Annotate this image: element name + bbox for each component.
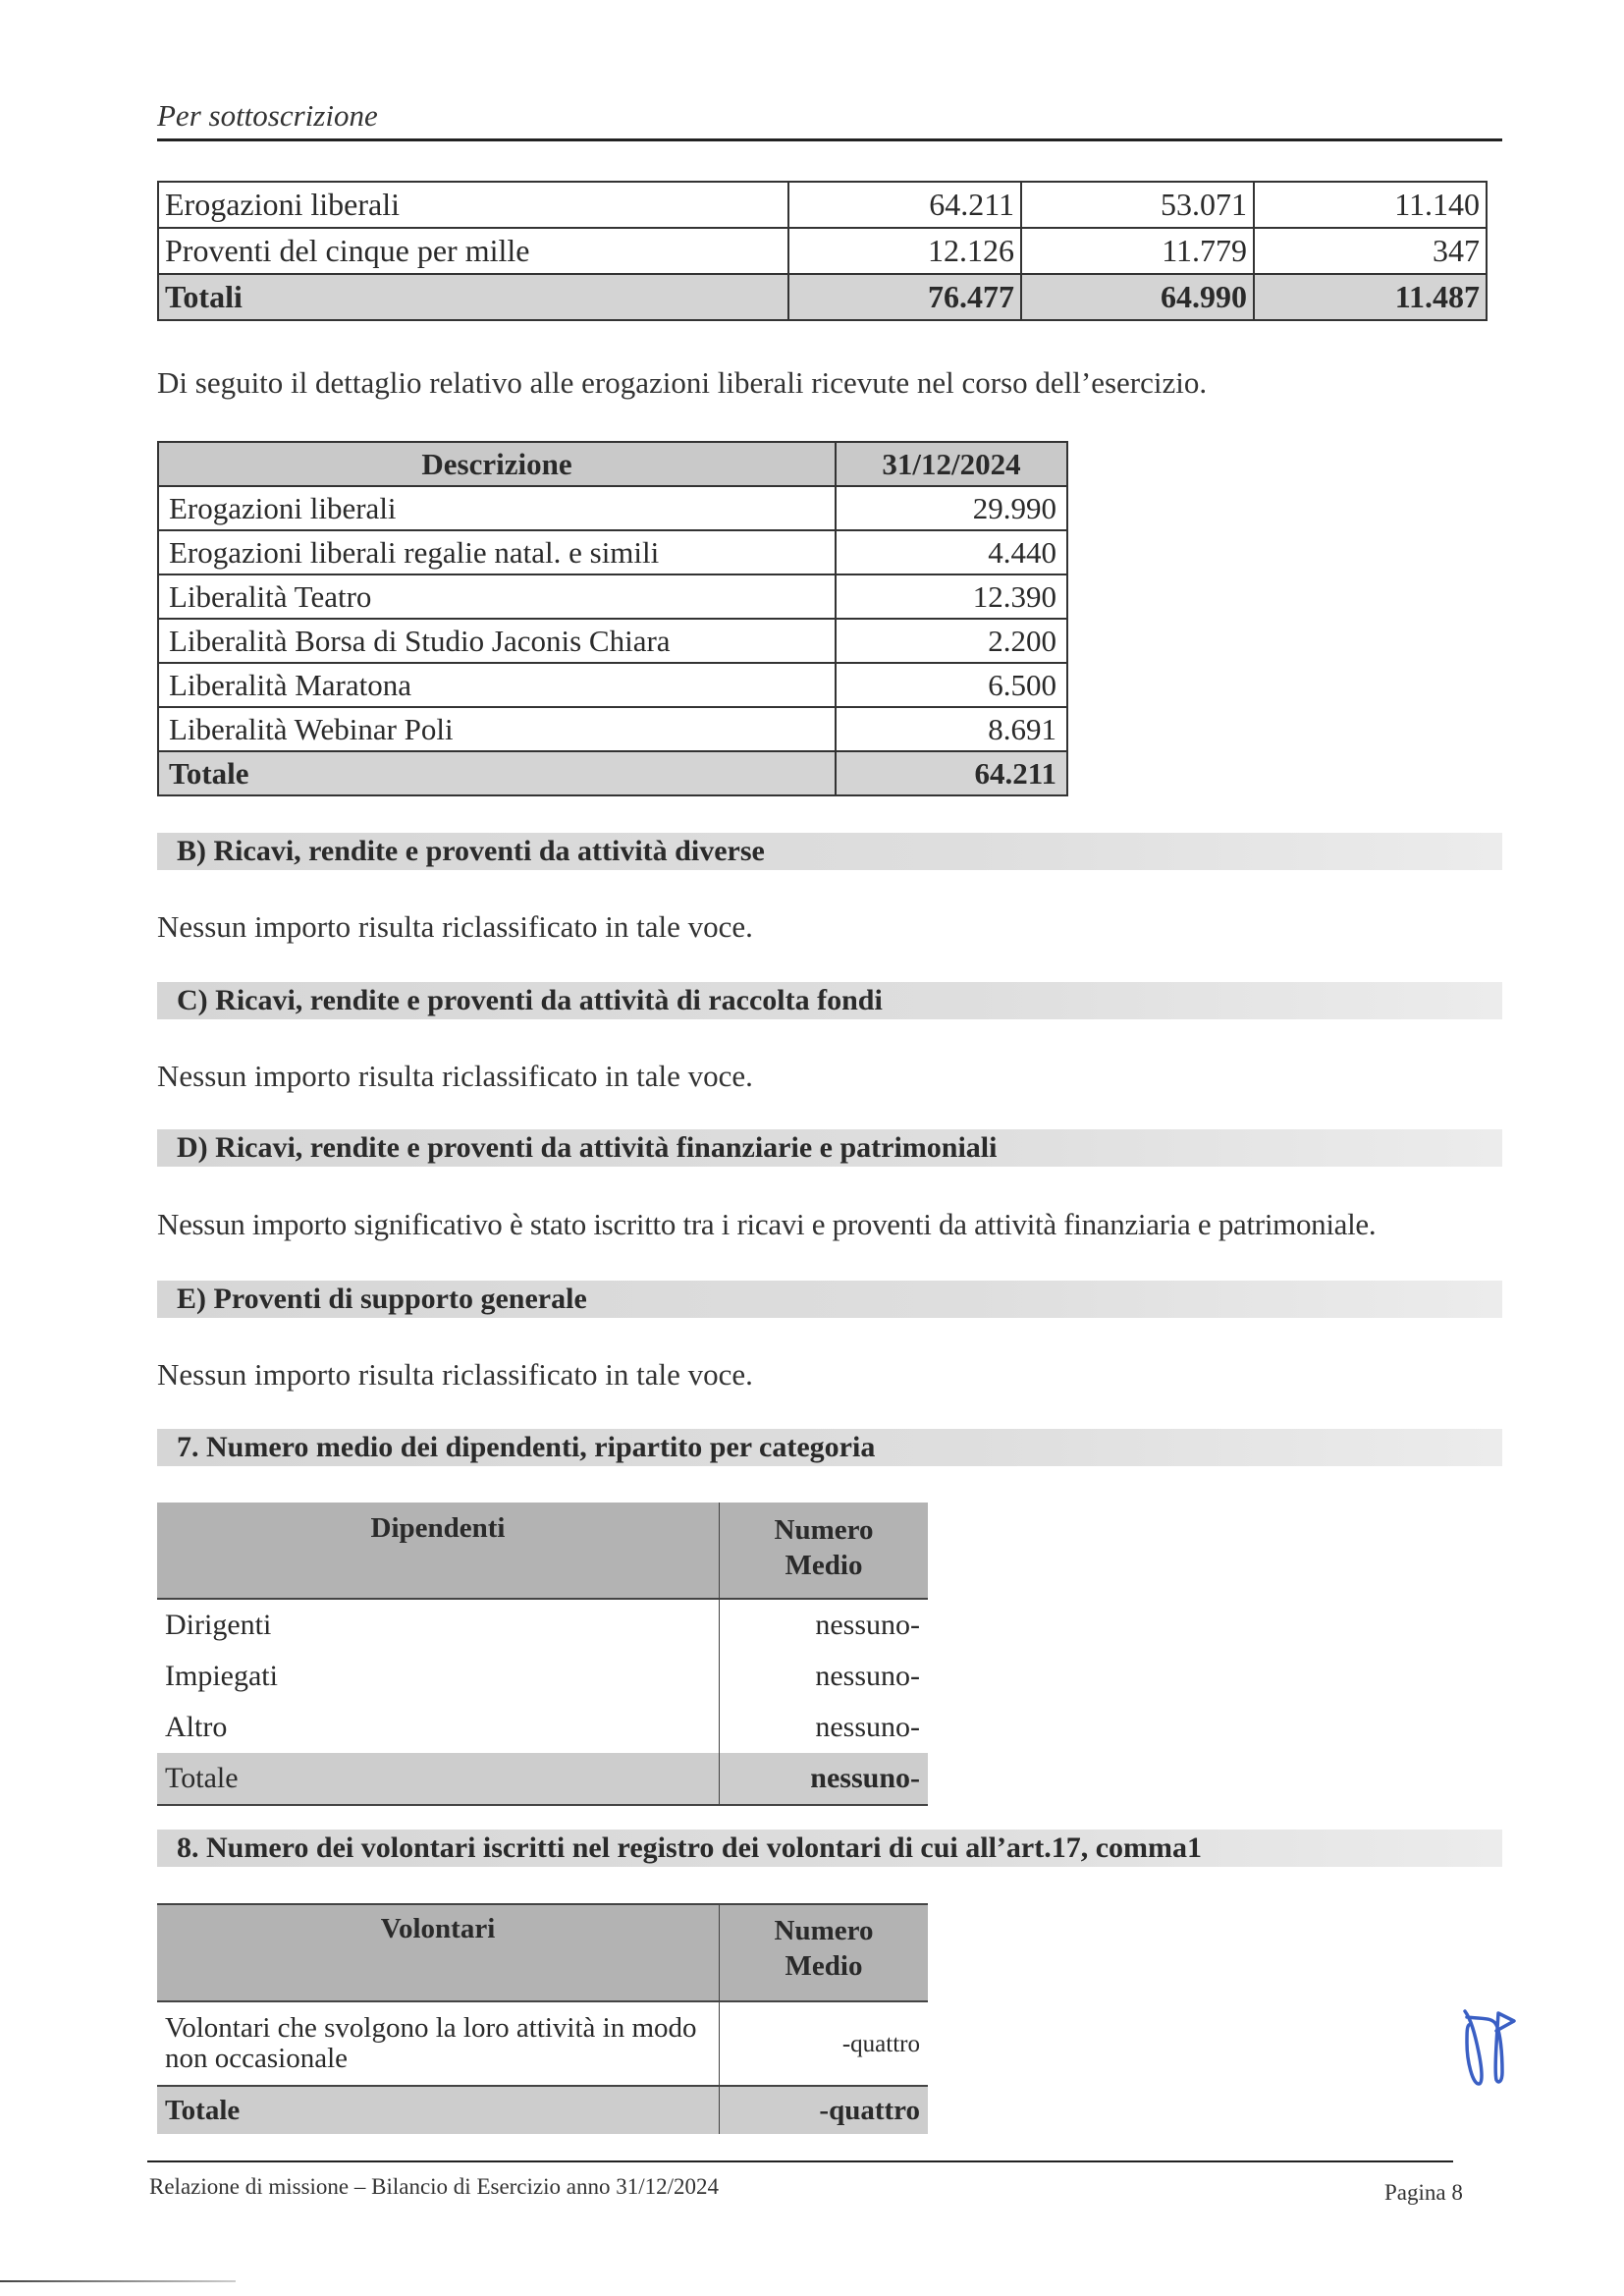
column-header-date: 31/12/2024 [836, 442, 1067, 486]
value-cell: 6.500 [836, 663, 1067, 707]
table-row [157, 1702, 928, 1753]
total-row [157, 2086, 928, 2134]
row-label: Liberalità Teatro [158, 574, 836, 619]
column-header-number [720, 1503, 929, 1599]
section-title: D) Ricavi, rendite e proventi da attività finanziarie e patrimoniali [177, 1131, 998, 1164]
footer-document-title: Relazione di missione – Bilancio di Esercizio anno 31/12/2024 [149, 2174, 719, 2199]
value-cell: 29.990 [836, 486, 1067, 530]
donations-table [157, 441, 1068, 796]
total-row [157, 1753, 928, 1805]
column-header-category: Volontari [157, 1904, 720, 2001]
table-row [158, 663, 1067, 707]
table-header-row [158, 442, 1067, 486]
table-row [158, 619, 1067, 663]
section-header-7 [157, 1429, 1502, 1466]
row-label: Erogazioni liberali [158, 486, 836, 530]
total-label: Totale [157, 2086, 720, 2134]
value-cell: nessuno- [720, 1599, 929, 1651]
column-header-category: Dipendenti [157, 1503, 720, 1599]
total-value: 64.211 [836, 751, 1067, 795]
value-cell: nessuno- [720, 1651, 929, 1702]
employees-table [157, 1503, 928, 1806]
row-label: Volontari che svolgono la loro attività in modo non occasionale [157, 2001, 720, 2086]
value-cell: 347 [1254, 228, 1487, 274]
section-header-b [157, 833, 1502, 870]
total-value: 76.477 [788, 274, 1021, 320]
total-row [158, 751, 1067, 795]
signature-initials-icon [1453, 2003, 1532, 2102]
row-label: Erogazioni liberali [158, 182, 788, 228]
section-title: B) Ricavi, rendite e proventi da attività diverse [177, 835, 765, 867]
intro-paragraph: Di seguito il dettaglio relativo alle erogazioni liberali ricevute nel corso dell’esercizio. [157, 365, 1208, 400]
section-text: Nessun importo risulta riclassificato in tale voce. [157, 1059, 753, 1093]
volunteers-table [157, 1903, 928, 2134]
header-rule [157, 138, 1502, 141]
total-value: nessuno- [720, 1753, 929, 1805]
table-row [158, 486, 1067, 530]
summary-table [157, 181, 1488, 321]
row-label: Impiegati [165, 1660, 278, 1692]
total-label: Totale [158, 751, 836, 795]
section-text: Nessun importo risulta riclassificato in tale voce. [157, 1357, 753, 1392]
value-cell: 64.211 [788, 182, 1021, 228]
section-header-e [157, 1281, 1502, 1318]
total-value: -quattro [720, 2086, 929, 2134]
section-title: 7. Numero medio dei dipendenti, ripartito per categoria [177, 1431, 876, 1463]
section-header-c [157, 982, 1502, 1019]
total-row [158, 274, 1487, 320]
value-cell: nessuno- [720, 1702, 929, 1753]
row-label: Liberalità Borsa di Studio Jaconis Chiara [158, 619, 836, 663]
value-cell: 2.200 [836, 619, 1067, 663]
total-value: 11.487 [1254, 274, 1487, 320]
row-label: Dirigenti [165, 1609, 272, 1641]
section-text: Nessun importo significativo è stato iscritto tra i ricavi e proventi da attività finanziaria e patrimoniale. [157, 1207, 1377, 1241]
value-cell: 12.390 [836, 574, 1067, 619]
value-cell: 11.140 [1254, 182, 1487, 228]
section-title: C) Ricavi, rendite e proventi da attività di raccolta fondi [177, 984, 883, 1016]
section-header-d [157, 1129, 1502, 1167]
table-header-row [157, 1503, 928, 1599]
row-label: Liberalità Maratona [158, 663, 836, 707]
total-label: Totale [157, 1753, 720, 1805]
value-cell: 53.071 [1021, 182, 1254, 228]
row-label: Liberalità Webinar Poli [158, 707, 836, 751]
table-row [158, 182, 1487, 228]
section-text: Nessun importo risulta riclassificato in tale voce. [157, 909, 753, 944]
section-title: E) Proventi di supporto generale [177, 1283, 587, 1315]
scan-edge-line [0, 2280, 236, 2282]
value-cell: 8.691 [836, 707, 1067, 751]
section-title: 8. Numero dei volontari iscritti nel registro dei volontari di cui all’art.17, comma1 [177, 1831, 1203, 1864]
table-header-row [157, 1904, 928, 2001]
value-cell: 12.126 [788, 228, 1021, 274]
column-header-description: Descrizione [158, 442, 836, 486]
header-line: Numero [774, 1514, 874, 1546]
running-header: Per sottoscrizione [157, 98, 378, 133]
table-row [158, 574, 1067, 619]
section-header-8 [157, 1830, 1502, 1867]
table-row [158, 530, 1067, 574]
table-row [158, 228, 1487, 274]
header-line: Numero [774, 1915, 874, 1946]
table-row [157, 2001, 928, 2086]
header-line: Medio [785, 1950, 863, 1982]
table-row [157, 1599, 928, 1651]
value-cell: -quattro [720, 2001, 929, 2086]
table-row [157, 1651, 928, 1702]
value-cell: 11.779 [1021, 228, 1254, 274]
row-label: Proventi del cinque per mille [158, 228, 788, 274]
page-number: Pagina 8 [1384, 2180, 1463, 2205]
total-label: Totali [158, 274, 788, 320]
column-header-number [720, 1904, 929, 2001]
table-row [158, 707, 1067, 751]
total-value: 64.990 [1021, 274, 1254, 320]
header-line: Medio [785, 1550, 863, 1581]
footer-rule [147, 2160, 1453, 2162]
row-label: Altro [165, 1711, 228, 1743]
value-cell: 4.440 [836, 530, 1067, 574]
row-label: Erogazioni liberali regalie natal. e simili [158, 530, 836, 574]
